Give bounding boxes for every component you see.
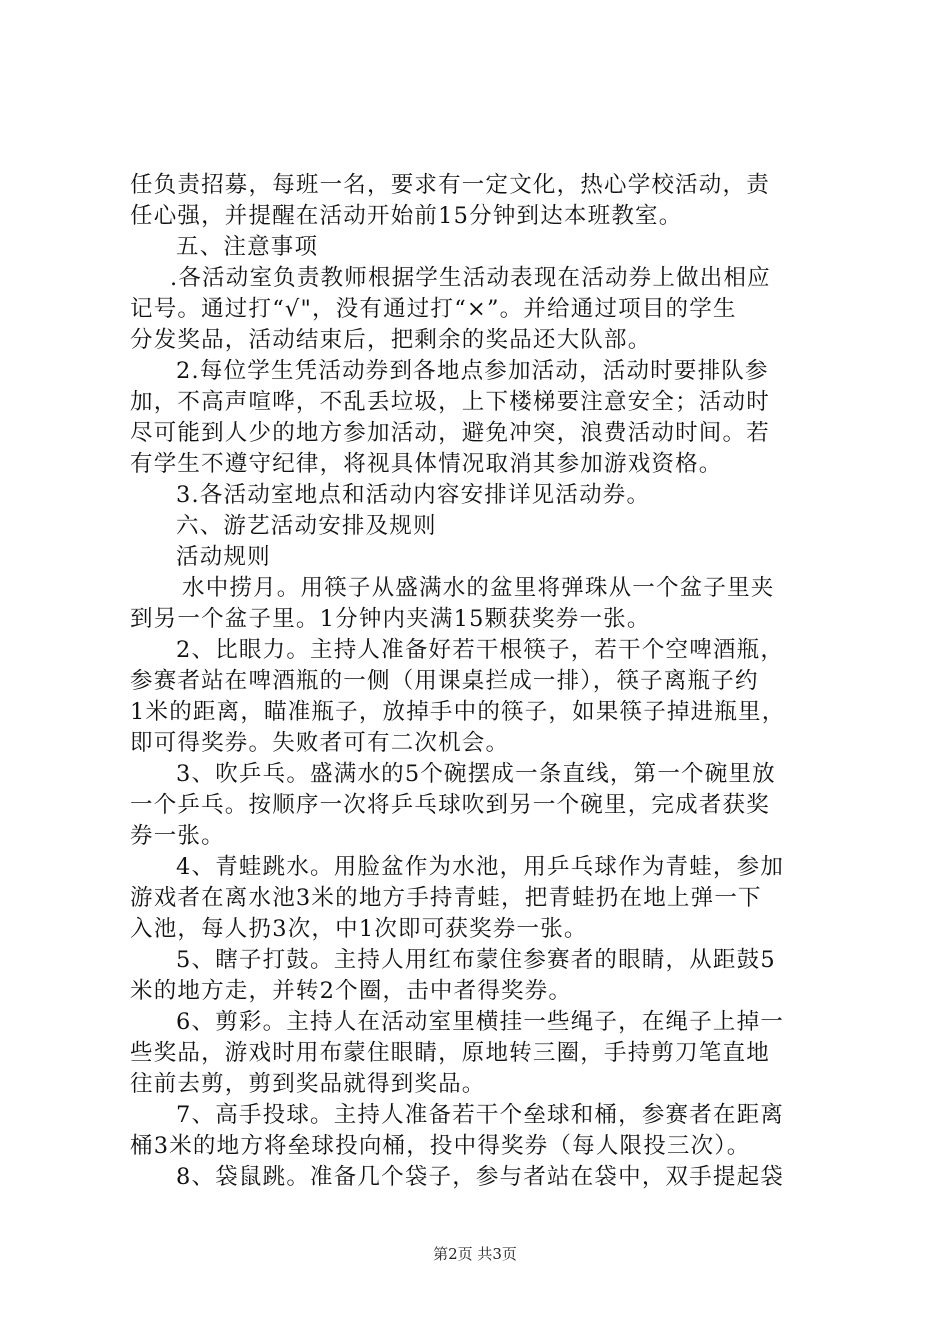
text-line: 有学生不遵守纪律，将视具体情况取消其参加游戏资格。 xyxy=(130,451,723,477)
page-number: 第2页 共3页 xyxy=(433,1245,517,1263)
text-line: 一个乒乓。按顺序一次将乒乓球吹到另一个碗里，完成者获奖 xyxy=(130,792,770,818)
text-line: 往前去剪，剪到奖品就得到奖品。 xyxy=(130,1071,486,1097)
text-line: 参赛者站在啤酒瓶的一侧（用课桌拦成一排），筷子离瓶子约 xyxy=(130,668,759,694)
text-line: 6、剪彩。主持人在活动室里横挂一些绳子，在绳子上掉一 xyxy=(176,1009,785,1035)
text-line: 3、吹乒乓。盛满水的5个碗摆成一条直线，第一个碗里放 xyxy=(176,761,776,787)
section-heading: 五、注意事项 xyxy=(176,234,319,260)
text-line: 券一张。 xyxy=(130,823,225,849)
text-line: 8、袋鼠跳。准备几个袋子，参与者站在袋中，双手提起袋 xyxy=(176,1164,785,1190)
text-line: 1米的距离，瞄准瓶子，放掉手中的筷子，如果筷子掉进瓶里， xyxy=(130,699,786,725)
text-line: 2、比眼力。主持人准备好若干根筷子，若干个空啤酒瓶， xyxy=(176,637,785,663)
text-line: 2.每位学生凭活动券到各地点参加活动，活动时要排队参 xyxy=(176,358,769,384)
text-line: 分发奖品，活动结束后，把剩余的奖品还大队部。 xyxy=(130,327,652,353)
document-body xyxy=(130,170,830,1193)
text-line: 到另一个盆子里。1分钟内夹满15颗获奖券一张。 xyxy=(130,606,651,632)
text-line: 尽可能到人少的地方参加活动，避免冲突，浪费活动时间。若 xyxy=(130,420,770,446)
text-line: 些奖品，游戏时用布蒙住眼睛，原地转三圈，手持剪刀笔直地 xyxy=(130,1040,770,1066)
text-line: 入池，每人扔3次，中1次即可获奖券一张。 xyxy=(130,916,588,942)
text-line: 即可得奖券。失败者可有二次机会。 xyxy=(130,730,510,756)
text-line: 米的地方走，并转2个圈，击中者得奖券。 xyxy=(130,978,573,1004)
section-heading: 六、游艺活动安排及规则 xyxy=(176,513,437,539)
text-line: 7、高手投球。主持人准备若干个垒球和桶，参赛者在距离 xyxy=(176,1102,785,1128)
text-line: 桶3米的地方将垒球投向桶，投中得奖券（每人限投三次）。 xyxy=(130,1133,751,1159)
text-line: 3.各活动室地点和活动内容安排详见活动券。 xyxy=(176,482,651,508)
subheading: 活动规则 xyxy=(176,544,271,570)
text-line: 5、瞎子打鼓。主持人用红布蒙住参赛者的眼睛，从距鼓5 xyxy=(176,947,776,973)
text-line: 任负责招募，每班一名，要求有一定文化，热心学校活动，责 xyxy=(130,172,770,198)
text-line: 4、青蛙跳水。用脸盆作为水池，用乒乓球作为青蛙，参加 xyxy=(176,854,785,880)
text-line: 加，不高声喧哗，不乱丢垃圾，上下楼梯要注意安全；活动时 xyxy=(130,389,770,415)
text-line: 记号。通过打“√"，没有通过打“×”。并给通过项目的学生 xyxy=(130,296,737,322)
page-footer xyxy=(0,1244,950,1264)
text-line: .各活动室负责教师根据学生活动表现在活动券上做出相应 xyxy=(170,265,771,291)
text-line: 游戏者在离水池3米的地方手持青蛙，把青蛙扔在地上弹一下 xyxy=(130,885,762,911)
text-line: 水中捞月。用筷子从盛满水的盆里将弹珠从一个盆子里夹 xyxy=(182,575,775,601)
text-line: 任心强，并提醒在活动开始前15分钟到达本班教室。 xyxy=(130,203,683,229)
